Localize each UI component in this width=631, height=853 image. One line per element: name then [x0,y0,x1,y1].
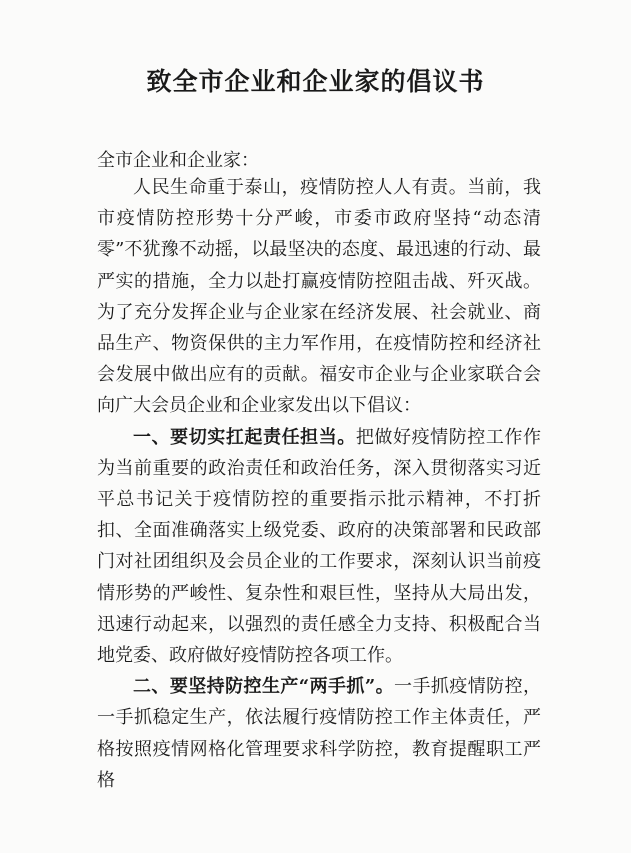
document-title: 致全市企业和企业家的倡议书 [146,67,485,96]
paragraph-2 [97,671,541,796]
paragraph-intro [97,172,541,422]
paragraph-1-text: 把做好疫情防控工作作为当前重要的政治责任和政治任务，深入贯彻落实习近平总书记关于疫情防控的重要指示批示精神，不打折扣、全面准确落实上级党委、政府的决策部署和民政部门对社团组织及会员企业的工作要求，深刻认识当前疫情形势的严峻性、复杂性和艰巨性，坚持从大局出发，迅速行动起来，以强烈的责任感全力支持、积极配合当地党委、政府做好疫情防控各项工作。 [97,426,542,667]
paragraph-intro-text: 人民生命重于泰山，疫情防控人人有责。当前，我市疫情防控形势十分严峻，市委市政府坚持“动态清零”不犹豫不动摇，以最坚决的态度、最迅速的行动、最严实的措施，全力以赴打赢疫情防控阻击战、歼灭战。为了充分发挥企业与企业家在经济发展、社会就业、商品生产、物资保供的主力军作用，在疫情防控和经济社会发展中做出应有的贡献。福安市企业与企业家联合会向广大会员企业和企业家发出以下倡议： [97,177,541,417]
paragraph-2-text: 一手抓疫情防控，一手抓稳定生产，依法履行疫情防控工作主体责任，严格按照疫情网格化管理要求科学防控，教育提醒职工严格 [97,676,541,791]
paragraph-1-heading: 一、要切实扛起责任担当。 [133,426,356,448]
salutation: 全市企业和企业家： [97,150,259,171]
paragraph-2-heading: 二、要坚持防控生产“两手抓”。 [133,676,395,698]
paragraph-1 [97,422,541,672]
document-body [97,172,541,796]
